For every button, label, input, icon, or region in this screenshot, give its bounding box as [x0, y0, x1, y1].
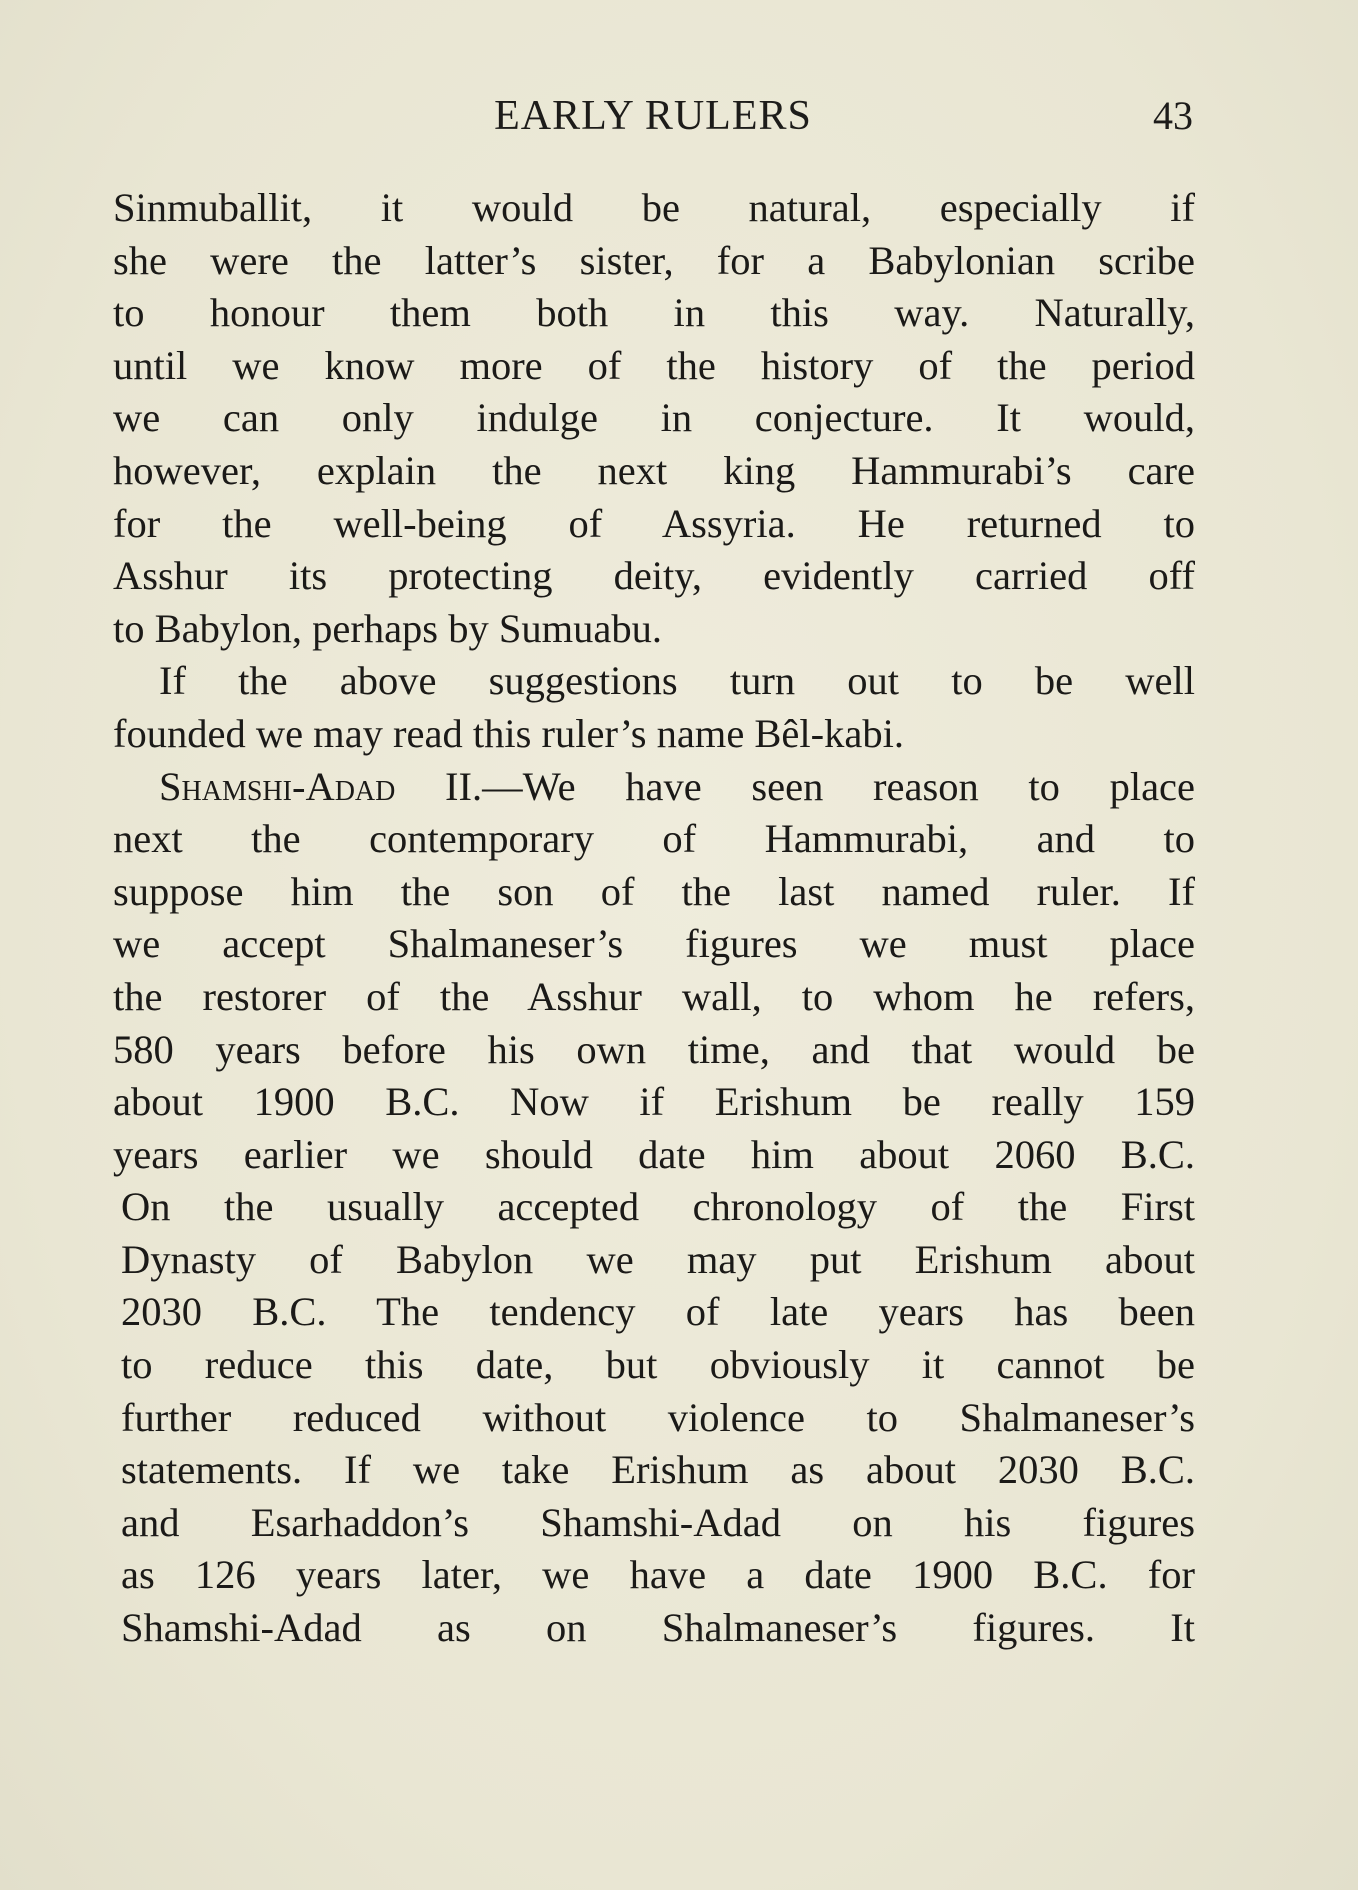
text-line: Dynasty of Babylon we may put Erishum about [121, 1236, 1195, 1282]
text-line: we accept Shalmaneser’s figures we must place [113, 921, 1195, 967]
section-heading: Shamshi-Adad II. [159, 763, 483, 809]
text-line: we can only indulge in conjecture. It would, [113, 395, 1195, 441]
text-line: for the well-being of Assyria. He returned to [113, 500, 1195, 546]
text-line: until we know more of the history of the period [113, 342, 1195, 388]
text-line: as 126 years later, we have a date 1900 B.C. for [121, 1552, 1195, 1598]
text-line: to Babylon, perhaps by Sumuabu. [113, 605, 662, 651]
text-line: the restorer of the Asshur wall, to whom he refers, [113, 973, 1195, 1019]
text-line: founded we may read this ruler’s name Bêl-kabi. [113, 710, 904, 756]
text-line: Sinmuballit, it would be natural, especially if [113, 185, 1195, 230]
text-line: to honour them both in this way. Naturally, [113, 290, 1195, 336]
text-line: statements. If we take Erishum as about 2030 B.C. [121, 1447, 1195, 1493]
text-line: suppose him the son of the last named ruler. If [113, 868, 1195, 914]
page-number: 43 [1153, 93, 1193, 138]
section-heading-rest: —We have seen reason to place [482, 763, 1195, 809]
text-line: On the usually accepted chronology of the First [121, 1184, 1195, 1230]
text-line: further reduced without violence to Shalmaneser’s [121, 1394, 1195, 1440]
body-text [113, 182, 1195, 1655]
text-line: 580 years before his own time, and that would be [113, 1026, 1195, 1072]
section-heading-line [113, 761, 1195, 814]
text-line: If the above suggestions turn out to be well [159, 658, 1195, 704]
text-line: about 1900 B.C. Now if Erishum be really 159 [113, 1079, 1195, 1125]
text-line: Shamshi-Adad as on Shalmaneser’s figures. It [121, 1605, 1195, 1651]
text-line: she were the latter’s sister, for a Babylonian scribe [113, 237, 1195, 283]
text-line: 2030 B.C. The tendency of late years has been [121, 1289, 1195, 1335]
text-line: Asshur its protecting deity, evidently carried off [113, 553, 1195, 599]
text-line: and Esarhaddon’s Shamshi-Adad on his figures [121, 1499, 1195, 1545]
text-line: years earlier we should date him about 2060 B.C. [113, 1131, 1195, 1177]
running-head [113, 92, 1193, 148]
text-line: however, explain the next king Hammurabi’s care [113, 447, 1195, 493]
text-line: to reduce this date, but obviously it cannot be [121, 1342, 1195, 1388]
text-line: next the contemporary of Hammurabi, and to [113, 816, 1195, 862]
running-title: EARLY RULERS [494, 93, 812, 139]
